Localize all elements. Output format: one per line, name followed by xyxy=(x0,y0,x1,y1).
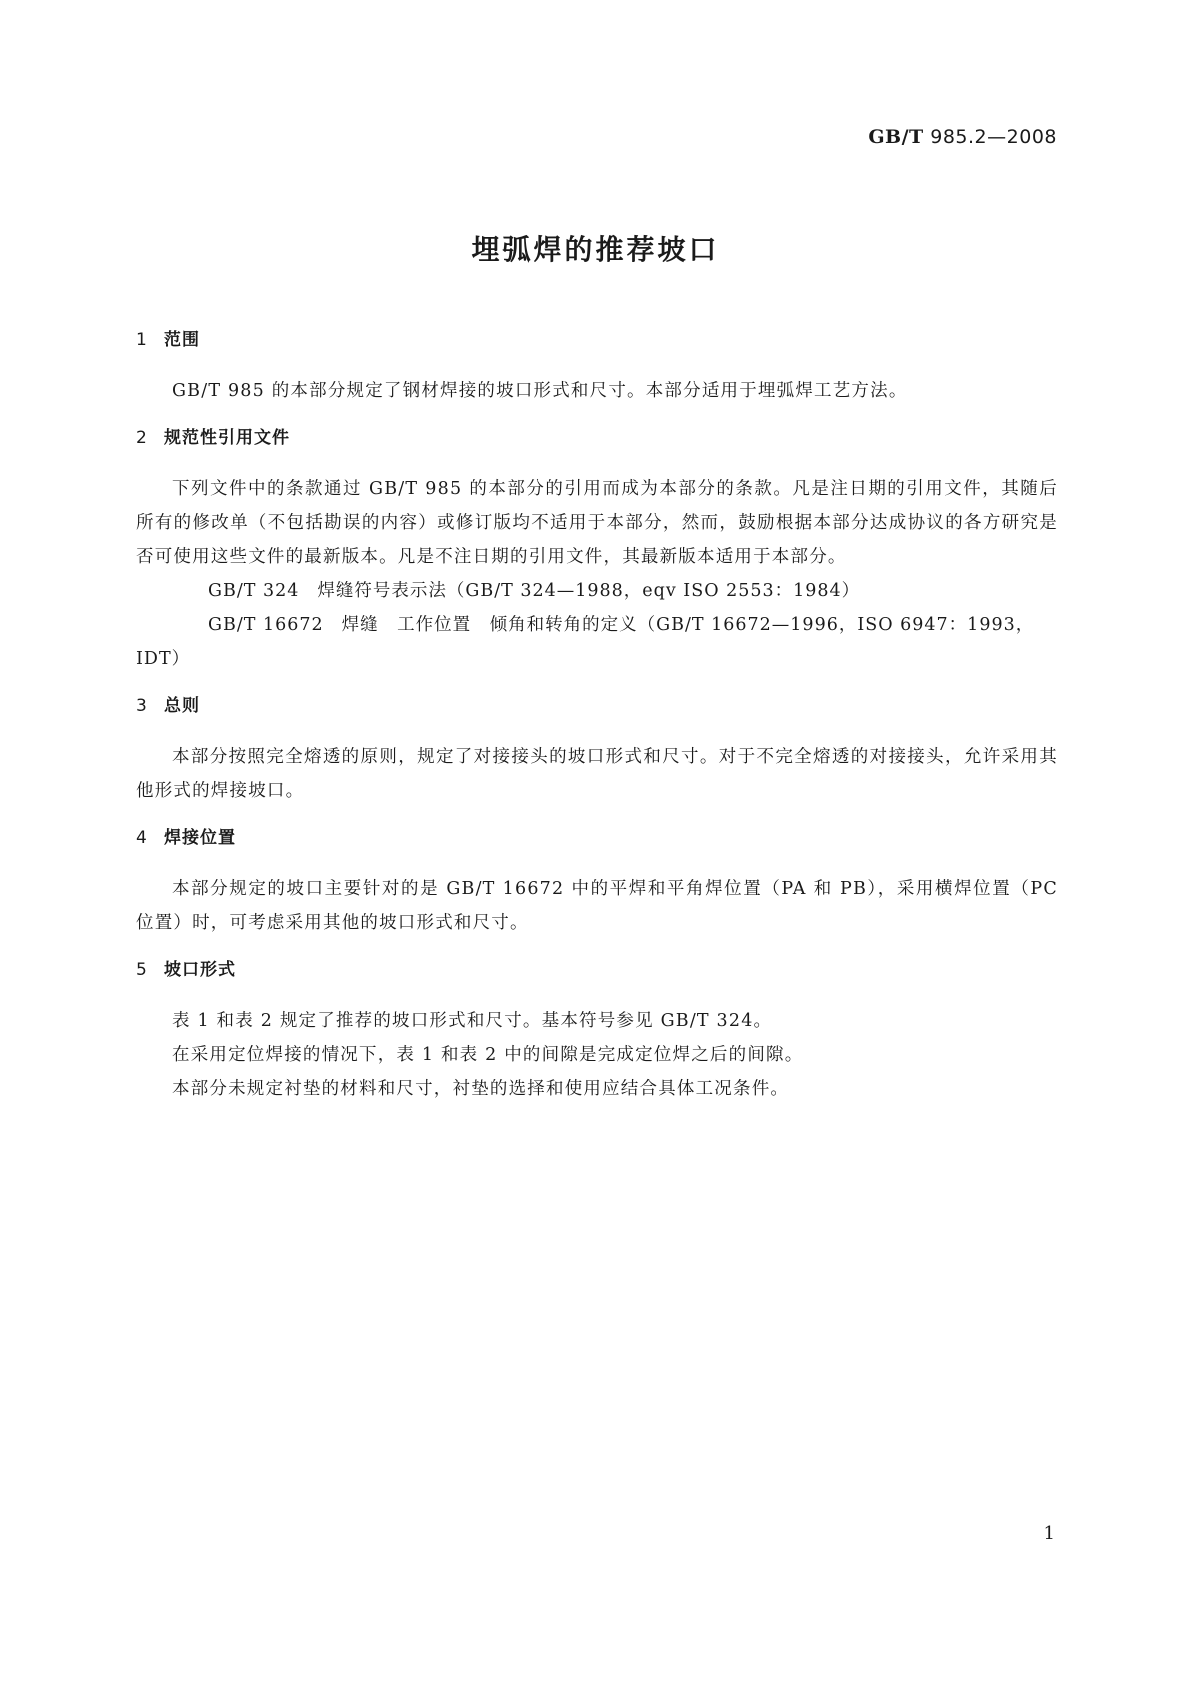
reference-text: 焊缝 工作位置 倾角和转角的定义（GB/T 16672—1996，ISO 6947：1993，IDT） xyxy=(136,615,1035,669)
section-title: 范围 xyxy=(164,330,200,350)
section-number: 1 xyxy=(136,330,148,350)
document-body xyxy=(136,328,1058,1106)
section-heading xyxy=(136,826,1058,850)
section-number: 3 xyxy=(136,696,148,716)
section-title: 总则 xyxy=(164,696,200,716)
section-heading xyxy=(136,958,1058,982)
section-number: 2 xyxy=(136,428,148,448)
section-heading xyxy=(136,694,1058,718)
page-number: 1 xyxy=(1043,1523,1055,1544)
paragraph: 表 1 和表 2 规定了推荐的坡口形式和尺寸。基本符号参见 GB/T 324。 xyxy=(172,1011,773,1031)
section-number: 4 xyxy=(136,828,148,848)
reference-item xyxy=(136,574,1058,608)
page-title: 埋弧焊的推荐坡口 xyxy=(471,233,720,266)
standard-number xyxy=(868,126,1057,148)
reference-text: 焊缝符号表示法（GB/T 324—1988，eqv ISO 2553：1984） xyxy=(317,581,861,601)
paragraph: 本部分按照完全熔透的原则，规定了对接接头的坡口形式和尺寸。对于不完全熔透的对接接头，允许采用其他形式的焊接坡口。 xyxy=(136,747,1058,801)
section-title: 焊接位置 xyxy=(164,828,236,848)
standard-code: 985.2—2008 xyxy=(930,126,1057,148)
paragraph: GB/T 985 的本部分规定了钢材焊接的坡口形式和尺寸。本部分适用于埋弧焊工艺方法。 xyxy=(172,381,908,401)
paragraph: 下列文件中的条款通过 GB/T 985 的本部分的引用而成为本部分的条款。凡是注日期的引用文件，其随后所有的修改单（不包括勘误的内容）或修订版均不适用于本部分，然而，鼓励根据本部分达成协议的各方研究是否可使用这些文件的最新版本。凡是不注日期的引用文件，其最新版本适用于本部分。 xyxy=(136,479,1058,567)
section-title: 规范性引用文件 xyxy=(164,428,290,448)
reference-code: GB/T 324 xyxy=(208,581,300,601)
paragraph: 在采用定位焊接的情况下，表 1 和表 2 中的间隙是完成定位焊之后的间隙。 xyxy=(172,1045,804,1065)
reference-code: GB/T 16672 xyxy=(208,615,324,635)
reference-item xyxy=(136,608,1058,676)
section-number: 5 xyxy=(136,960,148,980)
section-heading xyxy=(136,426,1058,450)
standard-prefix: GB/T xyxy=(868,126,924,148)
paragraph: 本部分规定的坡口主要针对的是 GB/T 16672 中的平焊和平角焊位置（PA 和 PB），采用横焊位置（PC 位置）时，可考虑采用其他的坡口形式和尺寸。 xyxy=(136,879,1058,933)
paragraph: 本部分未规定衬垫的材料和尺寸，衬垫的选择和使用应结合具体工况条件。 xyxy=(172,1079,790,1099)
section-heading xyxy=(136,328,1058,352)
section-title: 坡口形式 xyxy=(164,960,236,980)
